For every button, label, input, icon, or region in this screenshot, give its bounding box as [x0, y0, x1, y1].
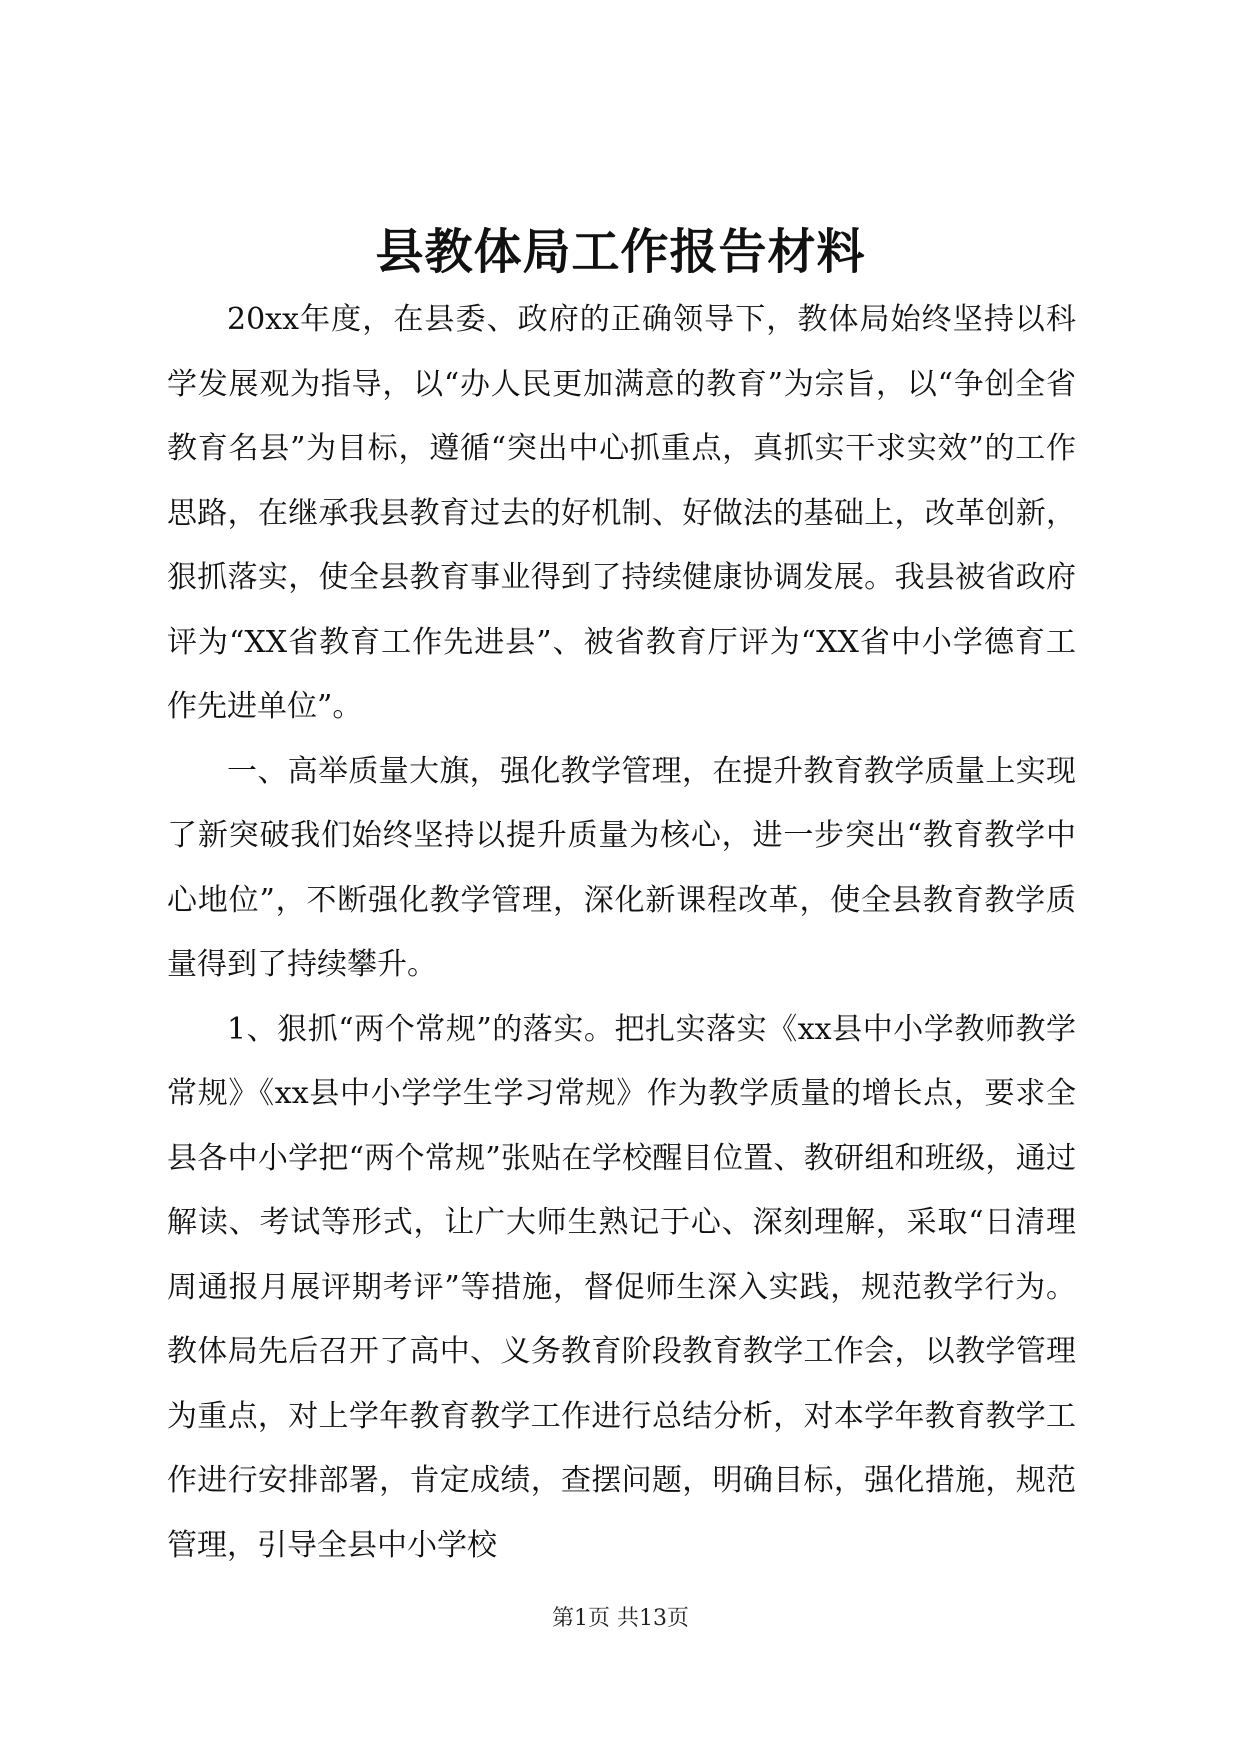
document-title: 县教体局工作报告材料 [375, 224, 866, 280]
document-body [167, 288, 1076, 1578]
paragraph-item-1: 1、狠抓“两个常规”的落实。把扎实落实《xx县中小学教师教学常规》《xx县中小学学生学习常规》作为教学质量的增长点，要求全县各中小学把“两个常规”张贴在学校醒目位置、教研组和班级，通过解读、考试等形式，让广大师生熟记于心、深刻理解，采取“日清理周通报月展评期考评”等措施，督促师生深入实践，规范教学行为。教体局先后召开了高中、义务教育阶段教育教学工作会，以教学管理为重点，对上学年教育教学工作进行总结分析，对本学年教育教学工作进行安排部署，肯定成绩，查摆问题，明确目标，强化措施，规范管理，引导全县中小学校 [167, 1011, 1076, 1563]
paragraph-section-1: 一、高举质量大旗，强化教学管理，在提升教育教学质量上实现了新突破我们始终坚持以提升质量为核心，进一步突出“教育教学中心地位”，不断强化教学管理，深化新课程改革，使全县教育教学质量得到了持续攀升。 [167, 753, 1076, 982]
page-number-footer: 第1页 共13页 [552, 1606, 689, 1631]
paragraph-intro: 20xx年度，在县委、政府的正确领导下，教体局始终坚持以科学发展观为指导，以“办人民更加满意的教育”为宗旨，以“争创全省教育名县”为目标，遵循“突出中心抓重点，真抓实干求实效”的工作思路，在继承我县教育过去的好机制、好做法的基础上，改革创新，狠抓落实，使全县教育事业得到了持续健康协调发展。我县被省政府评为“XX省教育工作先进县”、被省教育厅评为“XX省中小学德育工作先进单位”。 [167, 302, 1076, 724]
